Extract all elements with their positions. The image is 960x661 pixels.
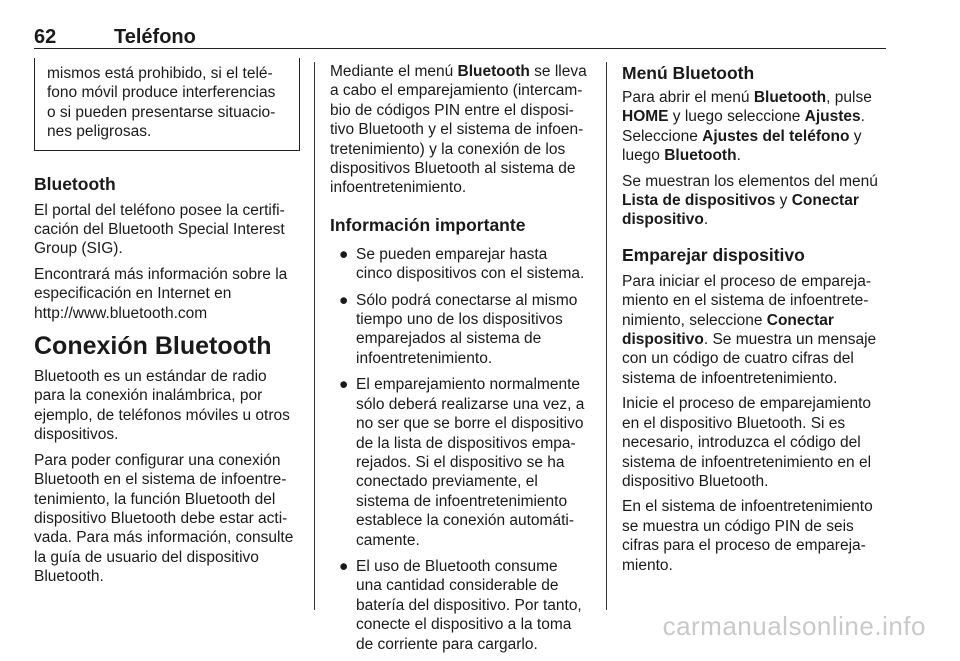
menu-term: Bluetooth — [664, 147, 737, 165]
text-line: sistema de infoentretenimiento — [356, 492, 568, 510]
text-run: nimiento, seleccione — [622, 311, 767, 329]
text-run: y — [775, 192, 792, 210]
menu-term: Ajustes — [804, 108, 861, 126]
text-line: con un código de cuatro cifras del — [622, 350, 854, 368]
text-line: infoentretenimiento. — [330, 179, 467, 197]
menu-term: Conectar — [766, 311, 834, 329]
warning-box — [34, 58, 300, 151]
section-heading-info: Información importante — [330, 214, 526, 235]
text-line: conecte el dispositivo a la toma — [356, 616, 572, 634]
text-line: de la lista de dispositivos empa- — [356, 434, 576, 452]
text-line: rejados. Si el dispositivo se ha — [356, 453, 565, 471]
menu-term: dispositivo — [622, 331, 704, 349]
text-line: infoentretenimiento. — [356, 349, 493, 367]
text-line: tivo Bluetooth y el sistema de infoen- — [330, 121, 584, 139]
text-run: Seleccione — [622, 127, 703, 145]
text-run: luego — [622, 147, 665, 165]
text-line: sólo deberá realizarse una vez, a — [356, 395, 585, 413]
paragraph — [622, 394, 892, 491]
section-heading-pair: Emparejar dispositivo — [622, 244, 805, 265]
text-line: no ser que se borre el dispositivo — [356, 415, 584, 433]
page-header — [34, 8, 886, 49]
paragraph — [34, 451, 300, 587]
column-middle — [330, 62, 592, 661]
text-line: la guía de usuario del dispositivo — [34, 548, 259, 566]
paragraph — [34, 367, 300, 445]
section-heading-menu: Menú Bluetooth — [622, 63, 755, 83]
text-line: tenimiento, la función Bluetooth del — [34, 490, 276, 508]
text-line: Group (SIG). — [34, 240, 123, 258]
bullet-icon: ● — [339, 245, 349, 263]
text-line: se muestra un código PIN de seis — [622, 517, 854, 535]
text-line: bio de códigos PIN entre el disposi- — [330, 101, 574, 119]
menu-term: Bluetooth — [457, 63, 530, 80]
text-line: cación del Bluetooth Special Interest — [34, 221, 285, 239]
page-number: 62 — [34, 26, 57, 48]
text-run: , pulse — [826, 89, 872, 106]
text-line: Encontrará más información sobre la — [34, 265, 288, 283]
text-line: Bluetooth es un estándar de radio — [34, 368, 267, 386]
text-line: sistema de infoentretenimiento en el — [622, 453, 872, 471]
text-line: El uso de Bluetooth consume — [356, 557, 558, 575]
column-right — [622, 62, 892, 581]
menu-term: Lista de dispositivos — [622, 192, 776, 210]
section-heading-bluetooth: Bluetooth — [34, 173, 116, 194]
text-line: de corriente para cargarlo. — [356, 635, 538, 653]
text-line: cinco dispositivos con el sistema. — [356, 265, 585, 283]
text-line: camente. — [356, 531, 420, 549]
warning-line: fono móvil produce interferencias — [47, 84, 276, 102]
text-line: en el dispositivo Bluetooth. Si es — [622, 414, 846, 432]
text-line: El emparejamiento normalmente — [356, 376, 580, 394]
text-line: a cabo el emparejamiento (intercam- — [330, 82, 583, 100]
text-line: miento. — [622, 556, 673, 574]
text-run: Para abrir el menú — [622, 89, 754, 106]
text-line: Bluetooth. — [34, 568, 104, 586]
text-line: conectado previamente, el — [356, 473, 538, 491]
warning-line: mismos está prohibido, si el telé- — [47, 65, 273, 82]
text-line: dispositivos. — [34, 426, 119, 444]
text-line: ejemplo, de teléfonos móviles u otros — [34, 406, 290, 424]
text-run: Se muestran los elementos del menú — [622, 172, 878, 190]
text-run: Mediante el menú — [330, 63, 458, 80]
column-divider — [314, 62, 315, 610]
text-run: y luego seleccione — [668, 108, 805, 126]
paragraph — [622, 172, 892, 230]
text-line: especificación en Internet en — [34, 285, 232, 303]
menu-term: Conectar — [791, 192, 859, 210]
paragraph — [330, 62, 592, 198]
list-item — [330, 375, 592, 550]
bullet-icon: ● — [339, 376, 349, 394]
text-run: . — [703, 211, 709, 229]
text-line: dispositivos Bluetooth al sistema de — [330, 160, 576, 178]
paragraph — [622, 88, 892, 166]
column-divider — [606, 62, 607, 610]
chapter-title: Teléfono — [114, 26, 196, 48]
column-left — [34, 62, 300, 593]
watermark: carmanualsonline.info — [662, 611, 926, 641]
paragraph — [34, 201, 300, 259]
text-run: . — [860, 108, 865, 126]
paragraph — [622, 497, 892, 575]
text-run: se lleva — [529, 63, 587, 80]
text-line: dispositivo Bluetooth debe estar acti- — [34, 509, 288, 527]
text-line: miento en el sistema de infoentrete- — [622, 292, 869, 310]
text-line: Se pueden emparejar hasta — [356, 245, 548, 263]
text-line: El portal del teléfono posee la certifi- — [34, 201, 285, 219]
url-text: http://www.bluetooth.com — [34, 304, 208, 322]
text-line: sistema de infoentretenimiento. — [622, 369, 838, 387]
text-line: necesario, introduzca el código del — [622, 434, 861, 452]
list-item — [330, 291, 592, 369]
text-line: tiempo uno de los dispositivos — [356, 311, 563, 329]
text-run: . — [736, 147, 741, 165]
text-line: una cantidad considerable de — [356, 577, 559, 595]
text-line: emparejados al sistema de — [356, 330, 542, 348]
paragraph — [622, 272, 892, 388]
menu-term: HOME — [622, 108, 669, 126]
warning-line: o si pueden presentarse situacio- — [47, 103, 276, 121]
warning-line: nes peligrosas. — [47, 123, 152, 141]
text-line: batería del dispositivo. Por tanto, — [356, 596, 582, 614]
text-line: Inicie el proceso de emparejamiento — [622, 395, 871, 413]
list-item — [330, 557, 592, 654]
text-line: para la conexión inalámbrica, por — [34, 387, 263, 405]
list-item — [330, 245, 592, 284]
text-line: Bluetooth en el sistema de infoentre- — [34, 471, 287, 489]
text-line: Sólo podrá conectarse al mismo — [356, 291, 578, 309]
bullet-list — [330, 245, 592, 654]
text-line: vada. Para más información, consulte — [34, 529, 294, 547]
text-line: dispositivo Bluetooth. — [622, 472, 769, 490]
text-run: . Se muestra un mensaje — [703, 331, 877, 349]
menu-term: dispositivo — [622, 211, 704, 229]
text-line: establece la conexión automáti- — [356, 512, 574, 530]
text-run: y — [849, 127, 862, 145]
bullet-icon: ● — [339, 291, 349, 309]
bullet-icon: ● — [339, 557, 349, 575]
paragraph — [34, 265, 300, 323]
text-line: En el sistema de infoentretenimiento — [622, 498, 873, 516]
text-line: cifras para el proceso de empareja- — [622, 537, 866, 555]
section-heading-conexion: Conexión Bluetooth — [34, 332, 272, 361]
menu-term: Ajustes del teléfono — [702, 127, 850, 145]
text-line: Para iniciar el proceso de empareja- — [622, 272, 871, 290]
text-line: Para poder configurar una conexión — [34, 451, 281, 469]
menu-term: Bluetooth — [753, 89, 827, 106]
text-line: tretenimiento) y la conexión de los — [330, 140, 566, 158]
